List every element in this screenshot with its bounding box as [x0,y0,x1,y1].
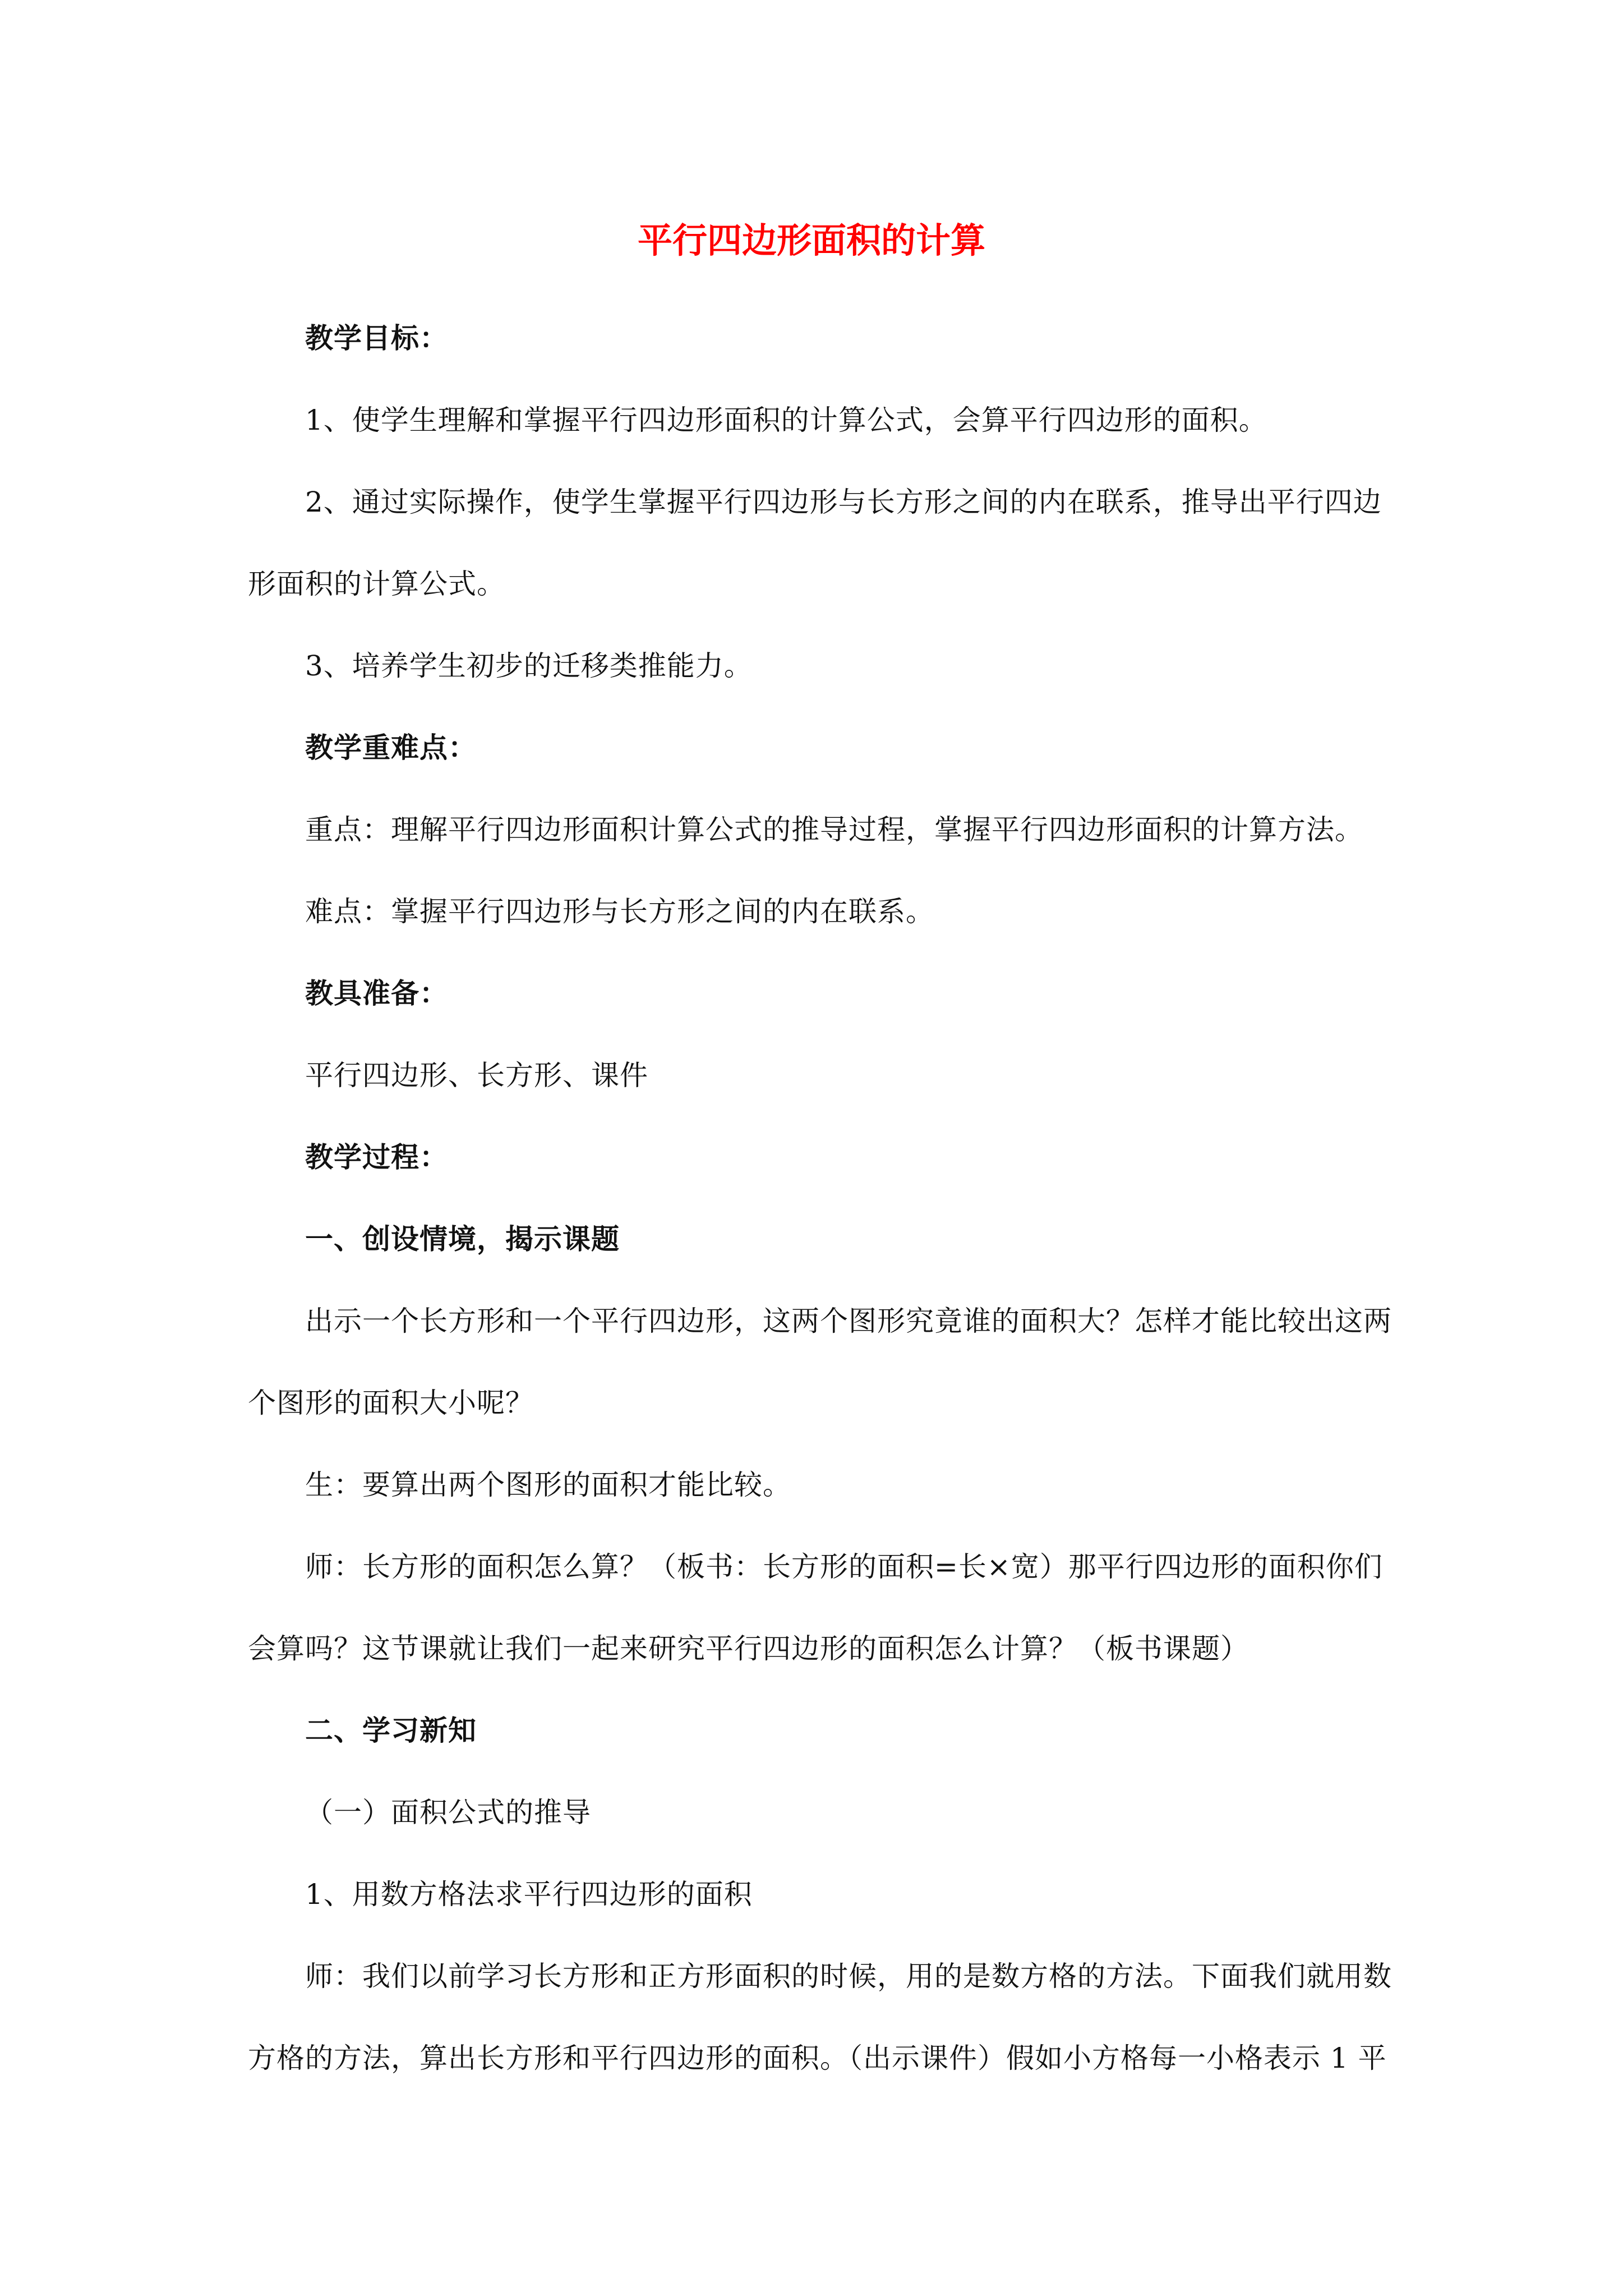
paragraph-line: 生：要算出两个图形的面积才能比较。 [305,1469,791,1501]
section-heading-part-two: 二、学习新知 [305,1714,477,1747]
paragraph-line: 个图形的面积大小呢？ [248,1387,534,1419]
paragraph-line: 3、培养学生初步的迁移类推能力。 [305,650,753,682]
section-heading-part-one: 一、创设情境，揭示课题 [305,1222,620,1255]
paragraph-line: 2、通过实际操作，使学生掌握平行四边形与长方形之间的内在联系，推导出平行四边 [305,486,1382,518]
paragraph-line: 会算吗？这节课就让我们一起来研究平行四边形的面积怎么计算？（板书课题） [248,1632,1249,1665]
paragraph-line: 形面积的计算公式。 [248,568,505,600]
paragraph-line: 1、使学生理解和掌握平行四边形面积的计算公式，会算平行四边形的面积。 [305,404,1267,436]
paragraph-line: 出示一个长方形和一个平行四边形，这两个图形究竟谁的面积大？怎样才能比较出这两 [305,1305,1392,1337]
section-heading-process: 教学过程： [305,1140,448,1174]
paragraph-line: 师：长方形的面积怎么算？（板书：长方形的面积=长×宽）那平行四边形的面积你们 [305,1550,1383,1583]
paragraph-line: 1、用数方格法求平行四边形的面积 [305,1878,753,1911]
section-heading-objectives: 教学目标： [305,321,448,355]
paragraph-line: （一）面积公式的推导 [305,1796,591,1829]
paragraph-line: 重点：理解平行四边形面积计算公式的推导过程，掌握平行四边形面积的计算方法。 [305,813,1363,846]
section-heading-key-points: 教学重难点： [305,731,477,764]
section-heading-materials: 教具准备： [305,977,448,1010]
document-title: 平行四边形面积的计算 [637,220,985,261]
paragraph-line: 难点：掌握平行四边形与长方形之间的内在联系。 [305,895,934,928]
paragraph-line: 师：我们以前学习长方形和正方形面积的时候，用的是数方格的方法。下面我们就用数 [305,1960,1392,1993]
paragraph-line: 平行四边形、长方形、课件 [305,1059,648,1092]
paragraph-line: 方格的方法，算出长方形和平行四边形的面积。（出示课件）假如小方格每一小格表示 1 平 [248,2042,1387,2074]
